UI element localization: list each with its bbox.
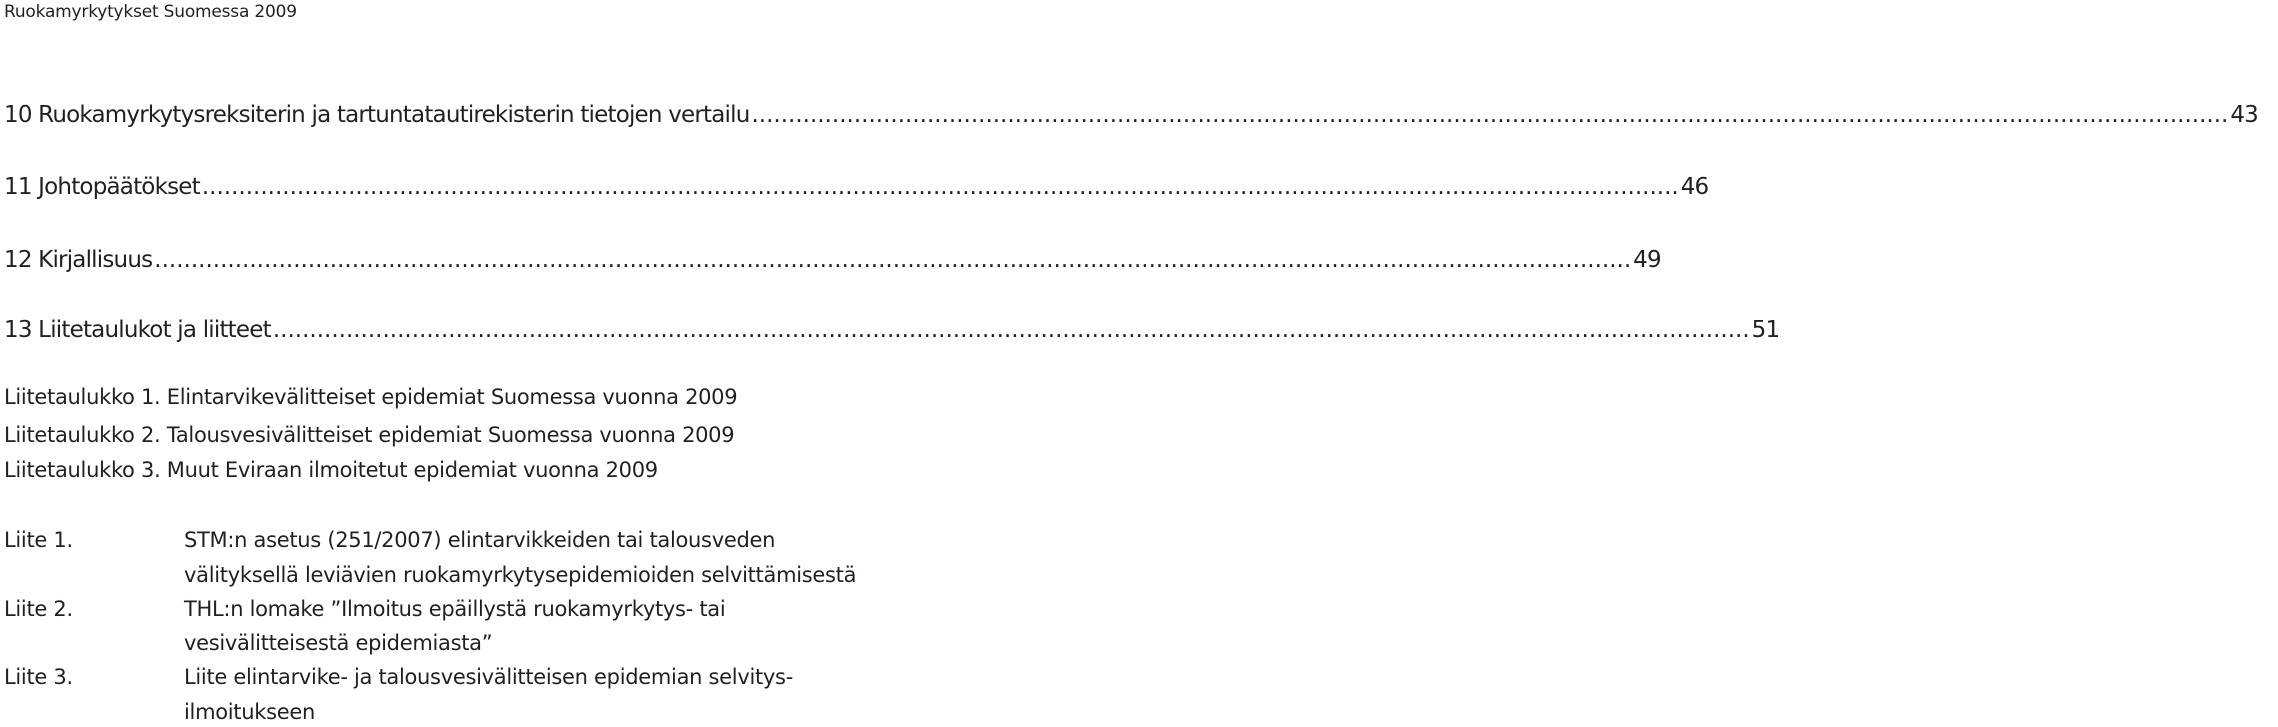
appendix-description-line[interactable]: vesivälitteisestä epidemiasta”: [184, 631, 493, 655]
appendix-description-line[interactable]: THL:n lomake ”Ilmoitus epäillystä ruokamyrkytys- tai: [184, 597, 726, 621]
appendix-description-line[interactable]: välityksellä leviävien ruokamyrkytysepidemioiden selvittämisestä: [184, 563, 857, 587]
appendix-description-line[interactable]: STM:n asetus (251/2007) elintarvikkeiden tai talousveden: [184, 528, 776, 552]
toc-leader-dots: ..........................................................................................................................................................................................................: [154, 247, 1632, 273]
appendix-table-entry[interactable]: Liitetaulukko 3. Muut Eviraan ilmoitetut epidemiat vuonna 2009: [4, 458, 658, 482]
toc-entry-page: 46: [1680, 174, 1709, 200]
toc-entry-page: 51: [1751, 317, 1780, 343]
appendix-table-entry[interactable]: Liitetaulukko 2. Talousvesivälitteiset epidemiat Suomessa vuonna 2009: [4, 423, 735, 447]
toc-entry-title: 10 Ruokamyrkytysreksiterin ja tartuntatautirekisterin tietojen vertailu: [4, 102, 750, 128]
toc-entry[interactable]: [4, 243, 1661, 277]
appendix-label: Liite 1.: [4, 528, 73, 552]
appendix-label: Liite 2.: [4, 597, 73, 621]
toc-leader-dots: ..........................................................................................................................................................................................................: [272, 317, 1750, 343]
appendix-description-line[interactable]: ilmoitukseen: [184, 700, 316, 724]
toc-entry-title: 12 Kirjallisuus: [4, 247, 153, 273]
toc-entry-page: 49: [1633, 247, 1661, 273]
toc-entry-page: 43: [2230, 102, 2258, 128]
appendix-description-line[interactable]: Liite elintarvike- ja talousvesivälitteisen epidemian selvitys-: [184, 665, 793, 689]
appendix-table-entry[interactable]: Liitetaulukko 1. Elintarvikevälitteiset epidemiat Suomessa vuonna 2009: [4, 385, 738, 409]
running-header: Ruokamyrkytykset Suomessa 2009: [4, 2, 297, 22]
toc-leader-dots: ..........................................................................................................................................................................................................: [201, 174, 1679, 200]
toc-entry[interactable]: [4, 98, 2258, 132]
toc-entry-title: 13 Liitetaulukot ja liitteet: [4, 317, 271, 343]
appendix-label: Liite 3.: [4, 665, 73, 689]
toc-entry[interactable]: [4, 313, 1780, 347]
toc-entry-title: 11 Johtopäätökset: [4, 174, 200, 200]
toc-entry[interactable]: [4, 170, 1709, 204]
toc-leader-dots: ..........................................................................................................................................................................................................: [751, 102, 2229, 128]
